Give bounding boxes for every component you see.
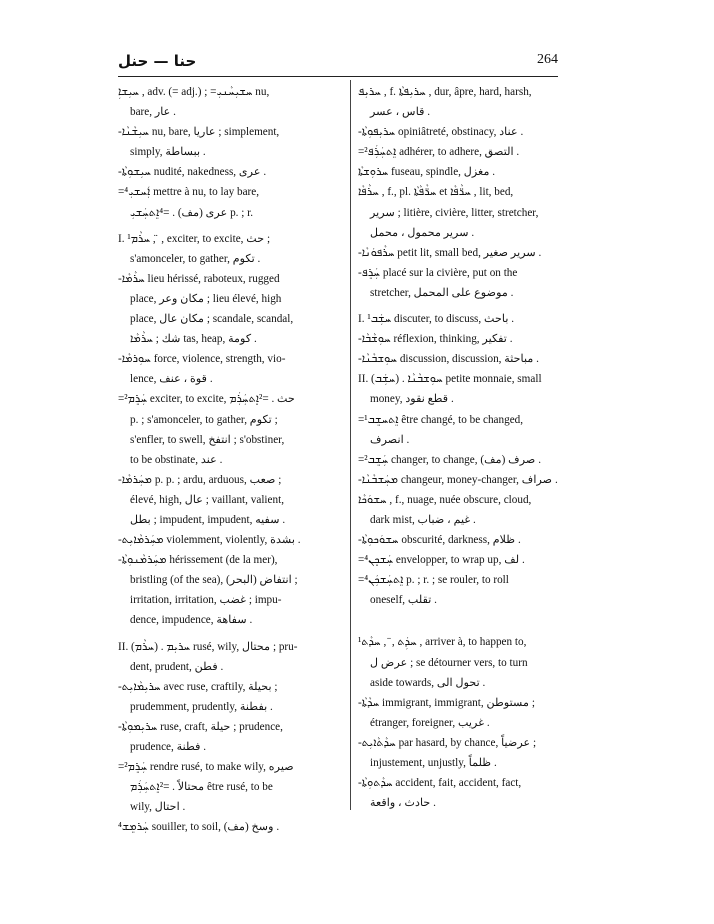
dictionary-line: ܚܪܘܼܫܬܵܐ fuseau, spindle, مغزل . [358, 166, 496, 179]
column-divider [350, 80, 351, 810]
page-header [118, 50, 558, 74]
dictionary-line: II. (ܚܪܵܡ) . ܚܪܝܼܡ rusé, wily, محتال ; pru- [118, 640, 298, 653]
dictionary-line: money, قطع نقود . [370, 393, 454, 406]
dictionary-line: bare, عار . [130, 106, 176, 119]
dictionary-line: =²ܚܲܪܸܡ rendre rusé, to make wily, صيره [118, 761, 294, 774]
dictionary-line: =²ܚܲܫܸܒ changer, to change, صرف (مف) . [358, 453, 542, 466]
dictionary-line: سرير محمول ، محمل . [370, 226, 475, 239]
dictionary-line: انصرف . [370, 433, 410, 446]
dictionary-line: =²ܚܲܪܸܡ exciter, to excite, حث . =²ܐܸܬܚܲܪܲܡ [118, 393, 295, 406]
dictionary-line: =⁴ܐܸܬܚܲܫܟܲܢ p. ; r. ; se rouler, to roll [358, 574, 509, 587]
dictionary-line: p. ; s'amonceler, to gather, تكوم ; [130, 413, 278, 426]
dictionary-line: -ܚܘܼܫܒܵܢܵܐ discussion, discussion, مباحثة . [358, 353, 539, 366]
dictionary-line: simply, ببساطة . [130, 146, 206, 159]
right-column [358, 82, 570, 813]
dictionary-line: to be obstinate, عند . [130, 453, 223, 466]
dictionary-line: -ܡܚܲܪܡܵܐ p. p. ; ardu, arduous, صعب ; [118, 473, 282, 486]
dictionary-line: -ܡܚܲܫܒܵܢܵܐ changeur, money-changer, صراف . [358, 473, 558, 486]
dictionary-line: محتالاً . =²ܐܸܬܚܲܪܲܡ être rusé, to be [130, 781, 273, 794]
header-rule [118, 76, 558, 77]
dictionary-line: ܚܪܝܼܦ , f. ܚܪܝܼܦܬܵܐ , dur, âpre, hard, harsh, [358, 86, 532, 98]
dictionary-line: dent, prudent, فطن . [130, 660, 224, 673]
dictionary-line: =⁴ܐܲܚܫܝܼ mettre à nu, to lay bare, [118, 186, 260, 199]
dictionary-line: ܚܪܵܦܵܐ , f., pl. ܚܪ̈ܵܦܵܬܵܐ et ܚܪ̈ܵܦܵܐ , lit, bed, [358, 186, 514, 199]
dictionary-line: lence, قوة ، عنف . [130, 373, 213, 386]
left-column [118, 82, 346, 837]
dictionary-line: =⁴ܚܲܫܟܸܢ envelopper, to wrap up, لف . [358, 554, 525, 567]
dictionary-line: -ܡܚܲܪܡܵܐܝܼܬ violemment, violently, بشدة . [118, 534, 301, 547]
dictionary-line: -ܚܕܵܬܵܐܝܼܬ par hasard, by chance, عرضياً ; [358, 736, 537, 749]
dictionary-line: =¹ܐܸܬܚܫܸܒ être changé, to be changed, [358, 413, 524, 426]
dictionary-line: s'enfler, to swell, انتفخ ; s'obstiner, [130, 433, 285, 446]
dictionary-line: سرير ; litière, civière, litter, stretcher, [370, 206, 539, 219]
dictionary-line: -ܚܪܵܦܘܿܢܵܐ petit lit, small bed, سرير صغير . [358, 246, 542, 259]
dictionary-line: place, مكان عال ; scandale, scandal, [130, 313, 294, 326]
dictionary-line: s'amonceler, to gather, تكوم . [130, 252, 261, 265]
dictionary-line: -ܚܪܝܼܦܘܼܬܵܐ opiniâtreté, obstinacy, عناد . [358, 126, 524, 139]
dictionary-line: stretcher, موضوع على المحمل . [370, 286, 514, 299]
dictionary-line: بطل ; impudent, impudent, سفيه . [130, 513, 286, 526]
dictionary-line: irritation, irritation, غضب ; impu- [130, 594, 282, 607]
dictionary-line: -ܚܝܼܫܵܢܵܐ nu, bare, عاريا ; simplement, [118, 126, 280, 139]
running-head: حنا — حنل [118, 52, 197, 70]
dictionary-line: -ܡܚܲܪܡܵܢܘܼܬܵܐ hérissement (de la mer), [118, 554, 278, 567]
dictionary-line: -ܚܪܵܡܵܐ lieu hérissé, raboteux, rugged [118, 272, 280, 285]
dictionary-line: dark mist, غيم ، ضباب . [370, 513, 476, 526]
dictionary-line: ܚܫܘܿܟܵܐ , f., nuage, nuée obscure, cloud, [358, 493, 532, 506]
dictionary-line: I. ¹ܚܪܵܡ , ̈ , exciter, to excite, حث ; [118, 232, 271, 245]
dictionary-line: -ܚܕܵܬܵܐ immigrant, immigrant, مستوطن ; [358, 696, 535, 709]
dictionary-line: dence, impudence, سفاهة . [130, 614, 253, 627]
dictionary-line: قاس ، عسر . [370, 106, 431, 119]
dictionary-line: -ܚܝܼܫܘܼܬܵܐ nudité, nakedness, عرى . [118, 166, 267, 179]
dictionary-line: prudence, فطنة . [130, 741, 207, 753]
dictionary-line: -ܚܘܼܪܡܵܐ force, violence, strength, vio- [118, 353, 286, 366]
dictionary-line: prudemment, prudently, بفطنة . [130, 700, 273, 713]
dictionary-line: ⁴ܚܲܪܡܸܫ souiller, to soil, وسخ (مف) . [118, 821, 280, 834]
dictionary-line: =²ܐܸܬܚܲܪܲܦ adhérer, to adhere, التصق . [358, 146, 520, 159]
dictionary-line: élevé, high, عال ; vaillant, valient, [130, 493, 284, 506]
dictionary-line: شك ; ܚܪܵܡܵܐ tas, heap, كومة . [130, 333, 257, 346]
dictionary-line: عرض ل ; se détourner vers, to turn [370, 656, 528, 669]
dictionary-line: -ܚܘܼܫܵܒܵܐ réflexion, thinking, تفكير . [358, 333, 513, 346]
dictionary-line: ܚܝܼܫܐܼ , adv. (= adj.) ; =ܚܫܝܼܚܵܢܝܼ nu, [118, 86, 270, 98]
dictionary-line: -ܚܪܝܼܡܵܐܝܼܬ avec ruse, craftily, بحيلة ; [118, 680, 278, 693]
dictionary-line: étranger, foreigner, غريب . [370, 716, 490, 729]
dictionary-line: place, مكان وعر ; lieu élevé, high [130, 292, 282, 305]
dictionary-line: -ܚܲܪܸܦ placé sur la civière, put on the [358, 266, 518, 279]
dictionary-line: عرى (مف) . =⁴ܐܸܬܚܲܫܝܼ p. ; r. [130, 206, 254, 219]
dictionary-line: injustement, unjustly, ظلماً . [370, 757, 497, 769]
dictionary-line: I. ¹ܚܫܲܒ discuter, to discuss, باحث . [358, 313, 515, 326]
dictionary-line: -ܚܪܝܼܡܘܼܬܵܐ ruse, craft, حيلة ; prudence, [118, 720, 283, 733]
dictionary-line: -ܚܫܘܿܟܘܼܬܵܐ obscurité, darkness, ظلام . [358, 534, 521, 547]
dictionary-line: wily, احتال . [130, 801, 186, 814]
dictionary-line: -ܚܕܵܬܘܼܬܵܐ accident, fait, accident, fact, [358, 777, 522, 790]
dictionary-line: bristling (of the sea), انتفاض (البحر) ; [130, 574, 298, 587]
dictionary-line: II. (ܚܫܲܒ) . ܚܘܼܫܒܵܢܵܐ petite monnaie, small [358, 373, 542, 386]
page-number: 264 [537, 52, 558, 67]
dictionary-line: aside towards, تحول الى . [370, 676, 486, 689]
dictionary-line: oneself, تقلب . [370, 594, 437, 607]
dictionary-line: ¹ܚܕܲܬ , ̈ , ܚܕܵܬ , arriver à, to happen to, [358, 636, 527, 649]
dictionary-line: حادث ، واقعة . [370, 797, 436, 810]
